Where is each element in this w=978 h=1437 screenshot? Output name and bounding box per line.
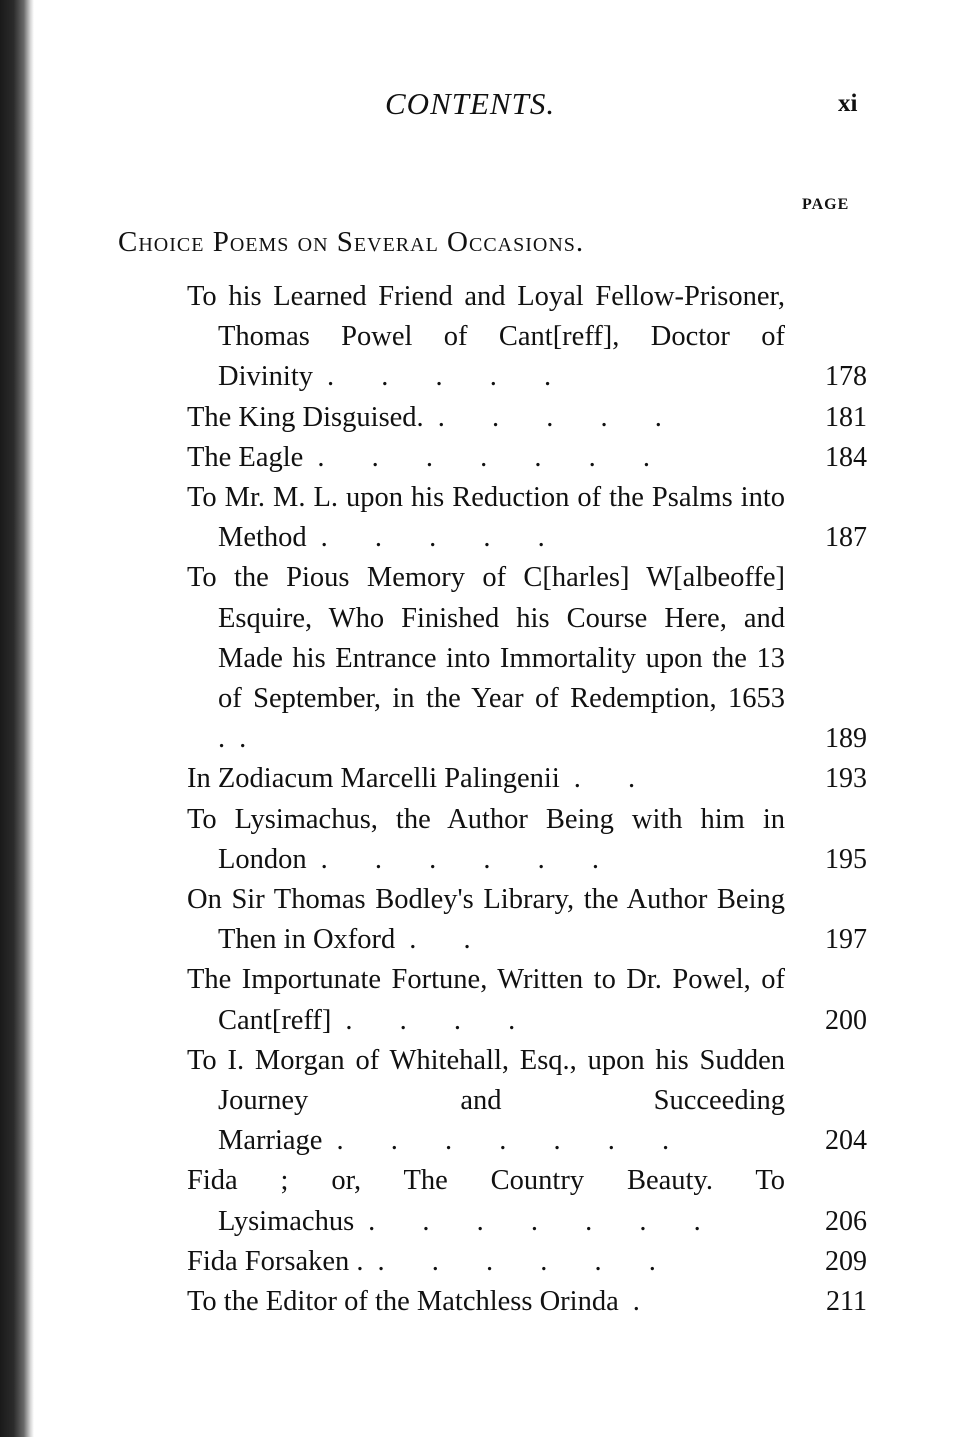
dot-leader: . [239,723,267,755]
entry-title: To the Pious Memory of C[harles] W[albeoffe] Esquire, Who Finished his Course Here, and Made his Entrance into Immortality upon the 13 of September, in the Year of Redemption, 1653 . [187,562,785,755]
toc-entry [187,277,867,398]
toc-entry [187,558,867,759]
dot-leader: . . . . . . . [317,441,670,473]
entry-title-wrap [187,800,785,880]
entry-title: To his Learned Friend and Loyal Fellow-Prisoner, Thomas Powel of Cant[reff], Doctor of Divinity [187,281,785,393]
entry-title-wrap [187,1282,785,1322]
dot-leader: . . . . . . . [336,1125,690,1157]
entry-page-number: 200 [825,1004,867,1036]
toc-entry [187,478,867,558]
toc-entry [187,1242,867,1282]
toc-list [0,277,978,1322]
entry-page-number: 184 [825,441,867,473]
entry-title-wrap [187,880,785,960]
entry-title: To I. Morgan of Whitehall, Esq., upon his Sudden Journey and Succeeding Marriage [187,1044,785,1157]
entry-page-number: 178 [825,361,867,393]
entry-title-wrap [187,1161,785,1241]
dot-leader: . . [573,763,656,795]
dot-leader: . . [409,924,491,956]
entry-title-wrap [187,438,785,478]
entry-page-number: 209 [825,1245,867,1277]
dot-leader: . . . . . . [377,1245,676,1277]
entry-title: The Importunate Fortune, Written to Dr. Powel, of Cant[reff] [187,964,785,1036]
toc-entry [187,1161,867,1241]
dot-leader: . . . . . [320,522,565,554]
entry-title: To Mr. M. L. upon his Reduction of the Psalms into Method [187,482,785,554]
entry-title: Fida ; or, The Country Beauty. To Lysimachus [187,1165,785,1237]
entry-title-wrap [187,558,785,759]
page-folio: xi [838,90,858,117]
entry-page-number: 181 [825,401,867,433]
entry-title: On Sir Thomas Bodley's Library, the Author Being Then in Oxford [187,884,785,956]
dot-leader: . [632,1286,660,1318]
entry-page-number: 193 [825,763,867,795]
entry-title: Fida Forsaken . [187,1245,364,1277]
entry-title-wrap [187,478,785,558]
toc-entry [187,960,867,1040]
entry-title: To Lysimachus, the Author Being with him in London [187,803,785,875]
entry-page-number: 187 [825,522,867,554]
entry-title-wrap [187,960,785,1040]
toc-entry [187,1041,867,1162]
toc-entry [187,1282,867,1322]
entry-page-number: 204 [825,1125,867,1157]
entry-page-number: 189 [825,723,867,755]
toc-entry [187,438,867,478]
dot-leader: . . . . . . [320,843,620,875]
entry-title-wrap [187,1041,785,1162]
entry-title-wrap [187,1242,785,1282]
toc-entry [187,398,867,438]
dot-leader: . . . . . [437,401,682,433]
entry-page-number: 206 [825,1205,867,1237]
entry-page-number: 195 [825,843,867,875]
entry-title: The King Disguised. [187,401,424,433]
entry-title: To the Editor of the Matchless Orinda [187,1286,619,1318]
section-heading: Choice Poems on Several Occasions. [118,226,585,258]
running-title: CONTENTS. [385,86,556,121]
toc-entry [187,880,867,960]
entry-title-wrap [187,398,785,438]
dot-leader: . . . . . . . [368,1205,721,1237]
entry-title-wrap [187,277,785,398]
toc-entry [187,759,867,799]
dot-leader: . . . . [345,1004,536,1036]
entry-page-number: 197 [825,924,867,956]
page-column-label: PAGE [802,196,850,213]
dot-leader: . . . . . [327,361,572,393]
entry-title: In Zodiacum Marcelli Palingenii [187,763,560,795]
entry-title-wrap [187,759,785,799]
entry-page-number: 211 [826,1286,867,1318]
toc-entry [187,800,867,880]
entry-title: The Eagle [187,441,304,473]
